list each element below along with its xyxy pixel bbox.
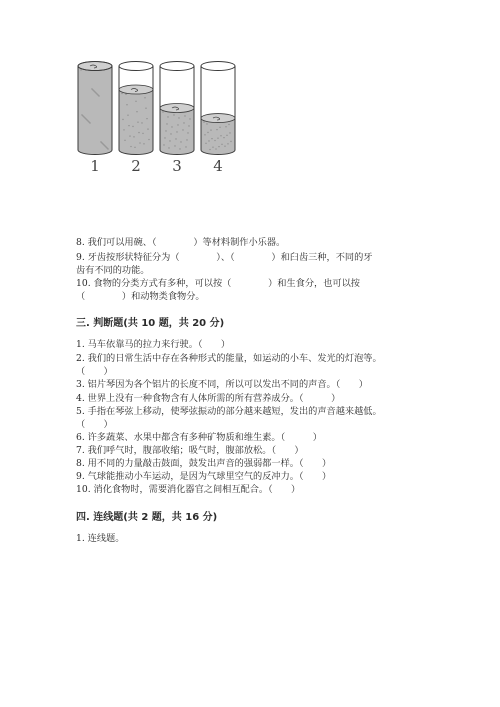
water-texture <box>230 141 231 142</box>
water-texture <box>225 126 226 127</box>
judge-line: 8. 用不同的力量敲击鼓面，鼓发出声音的强弱都一样。（ ） <box>76 458 332 469</box>
water-texture <box>84 117 85 118</box>
water-texture <box>89 122 90 123</box>
water-texture <box>223 137 224 138</box>
water-texture <box>148 139 149 140</box>
water-texture <box>82 115 83 116</box>
water-texture <box>83 116 84 117</box>
water-texture <box>143 143 144 144</box>
water-texture <box>144 97 145 98</box>
water-texture <box>138 132 139 133</box>
water-texture <box>105 146 106 147</box>
water-texture <box>146 118 147 119</box>
water-texture <box>103 144 104 145</box>
water-texture <box>207 132 208 133</box>
water-texture <box>205 143 206 144</box>
water-texture <box>187 132 188 133</box>
water-texture <box>100 141 101 142</box>
water-texture <box>178 117 179 118</box>
water-texture <box>228 124 229 125</box>
water-texture <box>94 91 95 92</box>
water-fill <box>119 90 153 155</box>
water-texture <box>132 126 133 127</box>
water-fill <box>78 66 112 155</box>
cylinder-4 <box>201 62 235 176</box>
matching-question-1: 1. 连线题。 <box>76 533 125 544</box>
water-texture <box>179 148 180 149</box>
water-texture <box>128 125 129 126</box>
water-texture <box>216 129 217 130</box>
water-texture <box>186 139 187 140</box>
water-fill <box>160 108 194 155</box>
water-texture <box>218 146 219 147</box>
water-texture <box>175 138 176 139</box>
cylinders-illustration <box>74 58 274 178</box>
water-texture <box>107 148 108 149</box>
cylinder-3 <box>160 62 194 176</box>
water-texture <box>214 140 215 141</box>
judge-line: 6. 许多蔬菜、水果中都含有多种矿物质和维生素。（ ） <box>76 432 322 443</box>
water-texture <box>102 143 103 144</box>
judge-line: 3. 铝片琴因为各个铝片的长度不同，所以可以发出不同的声音。（ ） <box>76 379 368 390</box>
cylinder-rim <box>201 62 235 71</box>
cylinder-2 <box>119 62 153 176</box>
water-texture <box>176 131 177 132</box>
judge-line: 5. 手指在琴弦上移动，使琴弦振动的部分越来越短，发出的声音越来越低。 <box>76 406 382 417</box>
water-texture <box>183 122 184 123</box>
water-texture <box>126 104 127 105</box>
water-texture <box>208 140 209 141</box>
water-texture <box>212 146 213 147</box>
judge-line: （ ） <box>76 366 113 377</box>
water-texture <box>182 129 183 130</box>
judge-line: 10. 消化食物时，需要消化器官之间相互配合。（ ） <box>76 484 301 495</box>
water-texture <box>139 142 140 143</box>
question-10-line-1: 10. 食物的分类方式有多种，可以按（ ）和生食分，也可以按 <box>76 278 360 289</box>
water-texture <box>97 94 98 95</box>
water-texture <box>88 121 89 122</box>
water-texture <box>220 135 221 136</box>
water-texture <box>164 137 165 138</box>
question-9-line-2: 齿有不同的功能。 <box>76 265 150 276</box>
water-texture <box>101 142 102 143</box>
water-texture <box>134 147 135 148</box>
water-texture <box>171 126 172 127</box>
water-cylinders-figure <box>74 58 274 178</box>
water-texture <box>98 95 99 96</box>
water-texture <box>87 120 88 121</box>
question-9-line-1: 9. 牙齿按形状特征分为（ ）、（ ）和臼齿三种，不同的牙 <box>76 252 373 263</box>
water-surface <box>201 114 235 123</box>
water-texture <box>227 143 228 144</box>
water-texture <box>141 122 142 123</box>
water-texture <box>122 119 123 120</box>
water-surface <box>160 104 194 113</box>
water-texture <box>125 94 126 95</box>
water-texture <box>96 93 97 94</box>
water-texture <box>229 132 230 133</box>
water-texture <box>188 125 189 126</box>
cylinder-rim <box>160 62 194 71</box>
water-texture <box>177 124 178 125</box>
cylinder-rim <box>119 62 153 71</box>
water-texture <box>130 146 131 147</box>
water-texture <box>93 90 94 91</box>
cylinder-label: 4 <box>213 157 223 175</box>
water-texture <box>185 146 186 147</box>
water-texture <box>106 147 107 148</box>
water-texture <box>224 146 225 147</box>
cylinder-1 <box>78 62 112 176</box>
water-texture <box>92 89 93 90</box>
water-texture <box>169 140 170 141</box>
judge-line: 9. 气球能推动小车运动，是因为气球里空气的反冲力。（ ） <box>76 471 332 482</box>
water-texture <box>129 135 130 136</box>
water-texture <box>147 128 148 129</box>
water-texture <box>142 133 143 134</box>
water-texture <box>209 149 210 150</box>
water-texture <box>215 148 216 149</box>
water-texture <box>217 137 218 138</box>
water-texture <box>124 140 125 141</box>
water-fill <box>201 118 235 154</box>
water-texture <box>86 119 87 120</box>
water-texture <box>167 116 168 117</box>
water-texture <box>121 93 122 94</box>
water-texture <box>219 127 220 128</box>
water-texture <box>80 69 81 70</box>
water-texture <box>95 92 96 93</box>
water-texture <box>189 118 190 119</box>
water-texture <box>104 145 105 146</box>
section-3-title: 三. 判断题(共 10 题，共 20 分) <box>76 318 225 329</box>
water-texture <box>136 111 137 112</box>
water-texture <box>137 121 138 122</box>
judge-line: 2. 我们的日常生活中存在各种形式的能量，如运动的小车、发光的灯泡等。 <box>76 353 382 364</box>
cylinder-label: 3 <box>172 157 182 175</box>
water-texture <box>162 111 163 112</box>
judge-line: （ ） <box>76 419 113 430</box>
section-4-title: 四. 连线题(共 2 题，共 16 分) <box>76 512 218 523</box>
judge-line: 1. 马车依靠马的拉力来行驶。（ ） <box>76 339 231 350</box>
water-texture <box>123 129 124 130</box>
water-texture <box>145 108 146 109</box>
water-texture <box>85 118 86 119</box>
water-texture <box>91 88 92 89</box>
water-texture <box>170 133 171 134</box>
water-texture <box>204 134 205 135</box>
water-texture <box>135 101 136 102</box>
water-texture <box>211 138 212 139</box>
water-texture <box>174 145 175 146</box>
water-texture <box>166 123 167 124</box>
water-texture <box>203 121 204 122</box>
water-surface <box>119 85 153 94</box>
water-texture <box>206 123 207 124</box>
water-texture <box>210 129 211 130</box>
question-10-line-2: （ ）和动物类食物分。 <box>76 291 205 302</box>
water-texture <box>81 114 82 115</box>
cylinder-label: 2 <box>131 157 141 175</box>
water-texture <box>180 141 181 142</box>
water-texture <box>133 136 134 137</box>
water-texture <box>184 115 185 116</box>
judge-line: 7. 我们呼气时，腹部收缩；吸气时，腹部放松。（ ） <box>76 445 304 456</box>
water-texture <box>127 115 128 116</box>
water-texture <box>168 147 169 148</box>
question-8: 8. 我们可以用碗、（ ）等材料制作小乐器。 <box>76 237 286 248</box>
cylinder-label: 1 <box>90 157 100 175</box>
water-texture <box>165 130 166 131</box>
water-texture <box>173 114 174 115</box>
water-texture <box>226 135 227 136</box>
water-texture <box>163 144 164 145</box>
water-texture <box>221 144 222 145</box>
judge-line: 4. 世界上没有一种食物含有人体所需的所有营养成分。（ ） <box>76 393 341 404</box>
